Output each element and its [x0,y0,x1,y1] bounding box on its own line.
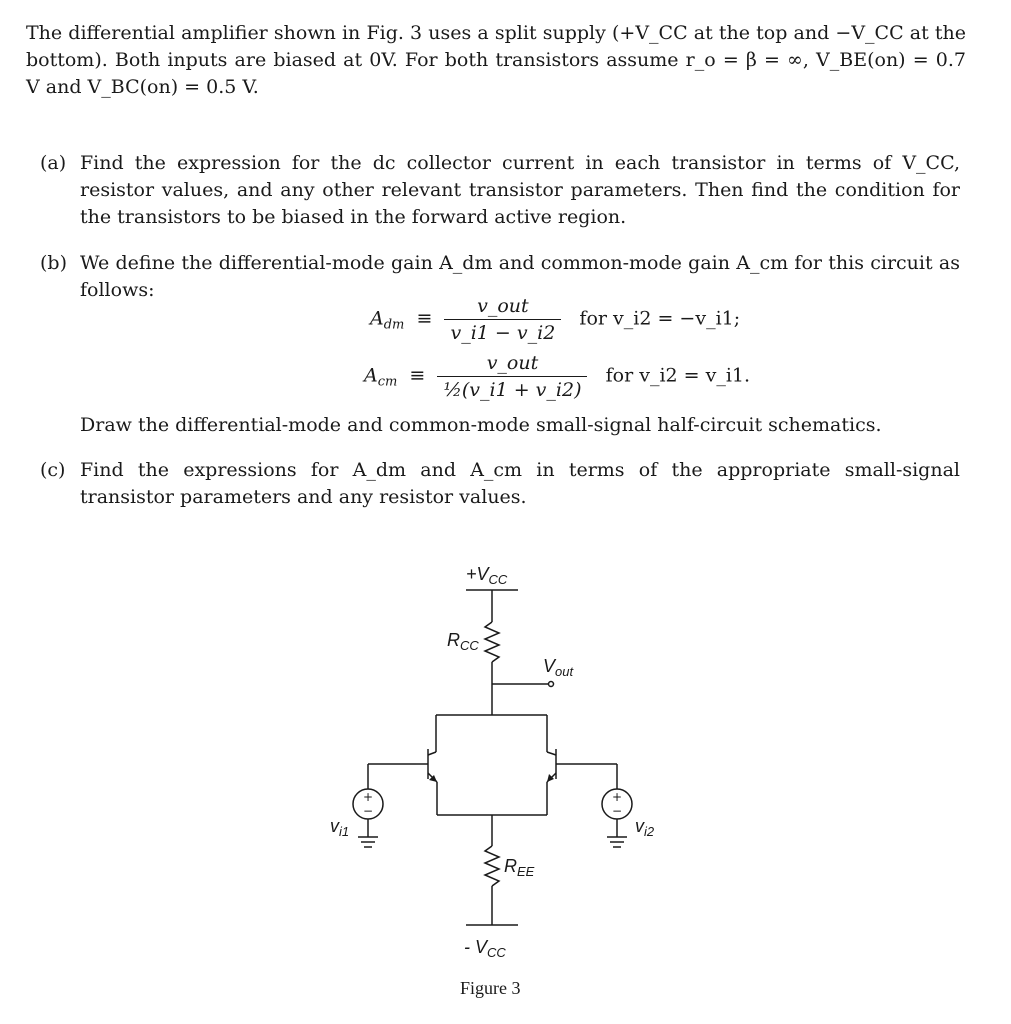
part-c-text: Find the expressions for A_dm and A_cm in terms of the appropriate small-signal transistor parameters and any resistor values. [80,459,960,508]
part-a-label: (a) [40,152,67,174]
q2-collector-lead [547,752,556,755]
acm-numerator: v_out [437,352,587,377]
adm-lhs-sub: dm [383,317,405,333]
part-a-text: Find the expression for the dc collector current in each transistor in terms of V_CC, resistor values, and any other relevant transistor parameters. Then find the condition for the transistors to be biased in the forward active region. [80,152,960,228]
vi2-label: $v_{i2}$ [635,816,655,839]
rcc-resistor [485,622,499,662]
vcc-bottom-label: - $V_{CC}$ [464,937,506,960]
adm-denominator: v_i1 − v_i2 [450,322,556,344]
adm-numerator: v_out [444,295,561,320]
vi2-minus-sign: − [611,804,623,818]
equation-adm: $A_{dm}$ ≡ $\frac{\text{v\_out}}{v\_i1 - v\_i2}$ for v_i2 = −v_i1; [370,295,741,344]
vi1-minus-sign: − [362,804,374,818]
part-b-text: We define the differential-mode gain A_dm and common-mode gain A_cm for this circuit as follows: [80,252,960,301]
adm-condition: for v_i2 = −v_i1; [579,307,741,330]
vi2-plus-sign: + [611,790,623,804]
part-c-label: (c) [40,459,66,481]
draw-text: Draw the differential-mode and common-mode small-signal half-circuit schematics. [80,414,882,436]
equation-acm: $A_{cm}$ ≡ $\frac{\text{v\_out}}{\text{½(v\_i1 + v\_i2)}}$ for v_i2 = v_i1. [364,352,751,401]
acm-lhs-sub: cm [377,374,398,390]
vout-terminal [549,682,554,687]
vout-label: $V_{out}$ [543,656,574,679]
acm-lhs: A [364,364,378,387]
intro-text: The differential amplifier shown in Fig. 3 uses a split supply (+V_CC at the top and −V_CC at the bottom). Both inputs are biased at 0V. For both transistors assume r_o = β = ∞, V_BE(on) = 0.7 V and V_BC(on) = 0.5 V. [26,22,966,98]
rcc-label: $R_{CC}$ [447,630,479,653]
acm-condition: for v_i2 = v_i1. [605,364,751,387]
vi1-plus-sign: + [362,790,374,804]
ree-resistor [485,846,499,886]
adm-lhs: A [370,307,384,330]
part-b-label: (b) [40,252,67,274]
figure-caption: Figure 3 [460,978,521,998]
acm-denominator: ½(v_i1 + v_i2) [443,379,582,401]
q1-collector-lead [428,752,436,755]
ree-label: $R_{EE}$ [504,856,535,879]
vi1-label: $v_{i1}$ [330,816,350,839]
vcc-top-label: $+V_{CC}$ [466,564,508,587]
